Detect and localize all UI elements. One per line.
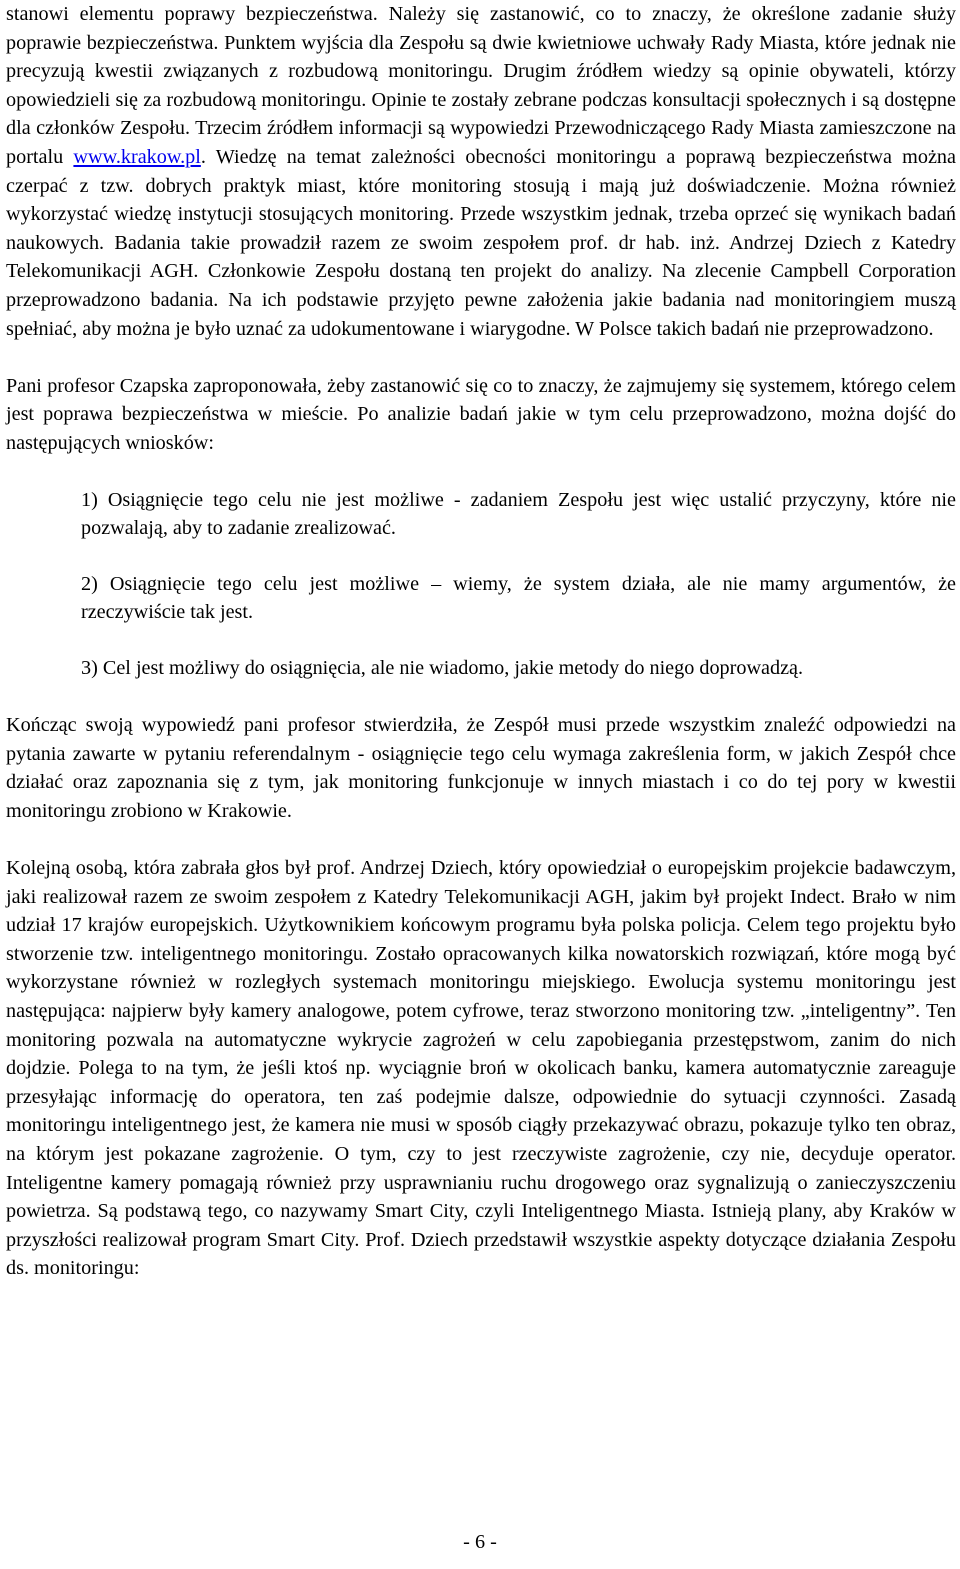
krakow-portal-link[interactable]: www.krakow.pl — [73, 145, 201, 168]
paragraph-intro-text-2: . Wiedzę na temat zależności obecności monitoringu a poprawą bezpieczeństwa można czerpać z tzw. dobrych praktyk miast, które monitoring stosują i mają już doświadczenie. Można również wykorzystać wiedzę instytucji stosujących monitoring. Przede wszystkim jednak, trzeba oprzeć się wynikach badań naukowych. Badania takie prowadził razem ze swoim zespołem prof. dr hab. inż. Andrzej Dziech z Katedry Telekomunikacji AGH. Członkowie Zespołu dostaną ten projekt do analizy. Na zlecenie Campbell Corporation przeprowadzono badania. Na ich podstawie przyjęto pewne założenia jakie badania nad monitoringiem muszą spełniać, aby można je było uznać za udokumentowane i wiarygodne. W Polsce takich badań nie przeprowadzono. — [6, 145, 956, 340]
paragraph-intro-text-1: stanowi elementu poprawy bezpieczeństwa. Należy się zastanowić, co to znaczy, że określone zadanie służy poprawie bezpieczeństwa. Punktem wyjścia dla Zespołu są dwie kwietniowe uchwały Rady Miasta, które jednak nie precyzują kwestii związanych z rozbudową monitoringu. Drugim źródłem wiedzy są opinie obywateli, którzy opowiedzieli się za rozbudową monitoringu. Opinie te zostały zebrane podczas konsultacji społecznych i są dostępne dla członków Zespołu. Trzecim źródłem informacji są wypowiedzi Przewodniczącego Rady Miasta zamieszczone na portalu — [6, 3, 956, 168]
paragraph-summary: Kończąc swoją wypowiedź pani profesor stwierdziła, że Zespół musi przede wszystkim znaleźć odpowiedzi na pytania zawarte w pytaniu referendalnym - osiągnięcie tego celu wymaga zakreślenia form, w jakich Zespół chce działać oraz zapoznania się z tym, jak monitoring funkcjonuje w innych miastach i co do tej pory w kwestii monitoringu zrobiono w Krakowie. — [6, 714, 956, 822]
conclusion-item-3: 3) Cel jest możliwy do osiągnięcia, ale nie wiadomo, jakie metody do niego doprowadzą. — [81, 656, 804, 679]
conclusion-item-1: 1) Osiągnięcie tego celu nie jest możliwe - zadaniem Zespołu jest więc ustalić przyczyny, które nie pozwalają, aby to zadanie zrealizować. — [81, 488, 956, 540]
paragraph-czapska-text: Pani profesor Czapska zaproponowała, żeby zastanowić się co to znaczy, że zajmujemy się systemem, którego celem jest poprawa bezpieczeństwa w mieście. Po analizie badań jakie w tym celu przeprowadzono, można dojść do następujących wniosków: — [6, 374, 956, 454]
paragraph-dziech: Kolejną osobą, która zabrała głos był prof. Andrzej Dziech, który opowiedział o europejskim projekcie badawczym, jaki realizował razem ze swoim zespołem z Katedry Telekomunikacji AGH, jakim był projekt Indect. Brało w nim udział 17 krajów europejskich. Użytkownikiem końcowym programu była polska policja. Celem tego projektu było stworzenie tzw. inteligentnego monitoringu. Zostało opracowanych kilka nowatorskich rozwiązań, które mogą być wykorzystane również w rozległych systemach monitoringu miejskiego. Ewolucja systemu monitoringu jest następująca: najpierw były kamery analogowe, potem cyfrowe, teraz stworzono monitoring tzw. „inteligentny”. Ten monitoring pozwala na automatyczne wykrycie zagrożeń w celu zapobiegania przestępstwom, zanim do nich dojdzie. Polega to na tym, że jeśli ktoś np. wyciągnie broń w okolicach banku, kamera automatycznie zareaguje przesyłając informację do operatora, ten zaś podejmie dalsze, odpowiednie do sytuacji czynności. Zasadą monitoringu inteligentnego jest, że kamera nie musi w sposób ciągły przekazywać obrazu, pokazuje tylko ten obraz, na którym jest pokazane zagrożenie. O tym, czy to jest rzeczywiste zagrożenie, czy nie, decyduje operator. Inteligentne kamery pomagają również przy usprawnianiu ruchu drogowego oraz sygnalizują o zanieczyszczeniu powietrza. Są podstawą tego, co nazywamy Smart City, czyli Inteligentnego Miasta. Istnieją plany, aby Kraków w przyszłości realizował program Smart City. Prof. Dziech przedstawił wszystkie aspekty dotyczące działania Zespołu ds. monitoringu: — [6, 857, 956, 1280]
document-page — [6, 0, 956, 1283]
paragraph-intro — [6, 0, 956, 343]
conclusion-item-2: 2) Osiągnięcie tego celu jest możliwe – wiemy, że system działa, ale nie mamy argumentów, że rzeczywiście tak jest. — [81, 572, 956, 624]
page-number: - 6 - — [463, 1531, 497, 1553]
paragraph-czapska — [6, 372, 956, 458]
